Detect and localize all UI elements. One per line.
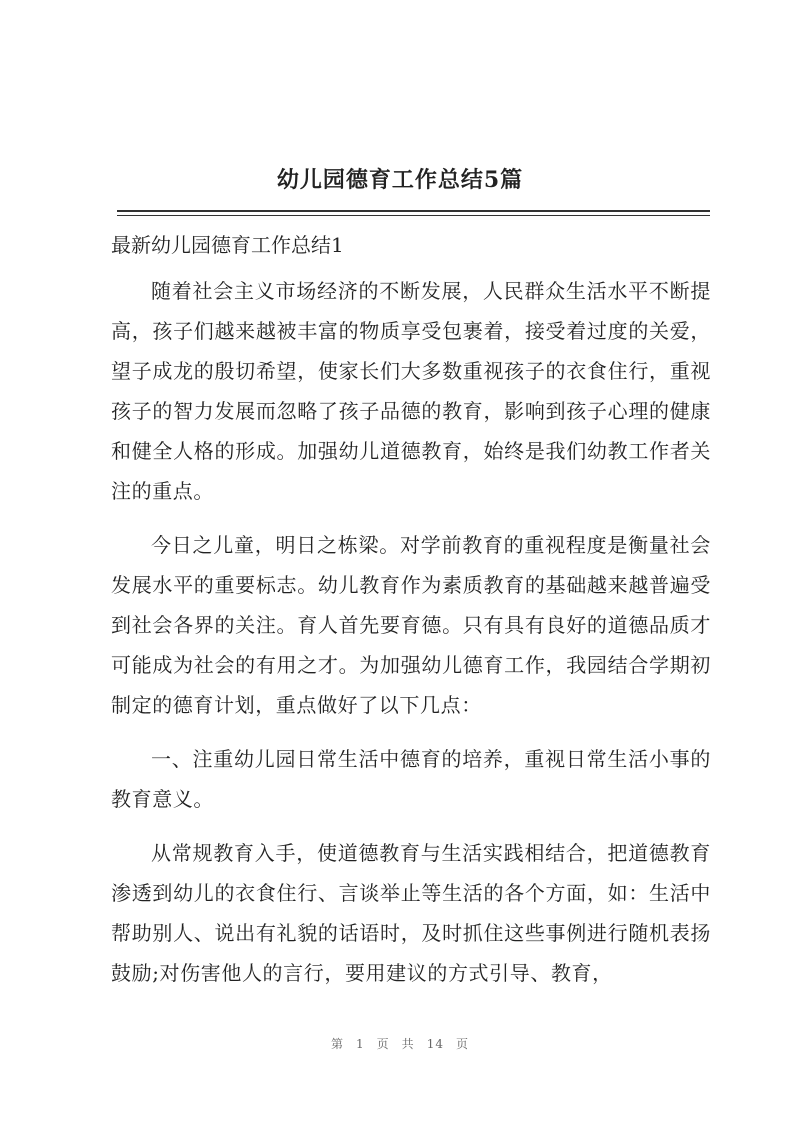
paragraph: 一、注重幼儿园日常生活中德育的培养，重视日常生活小事的教育意义。 [111,747,711,811]
title-rule-thick [117,210,710,212]
footer-total-label: 共 [401,1037,415,1051]
paragraph: 今日之儿童，明日之栋梁。对学前教育的重视程度是衡量社会发展水平的重要标志。幼儿教育作为素质教育的基础越来越普遍受到社会各界的关注。育人首先要育德。只有具有良好的道德品质才可能成为社会的有用之才。为加强幼儿德育工作，我园结合学期初制定的德育计划，重点做好了以下几点： [111,533,711,717]
body-text [111,271,711,1007]
document-title: 幼儿园德育工作总结5篇 [276,167,524,193]
footer-page-label: 第 [331,1037,345,1051]
title-rule-thin [117,215,710,216]
footer-total-unit: 页 [455,1037,469,1051]
footer-total-pages: 14 [426,1037,444,1051]
paragraph: 随着社会主义市场经济的不断发展，人民群众生活水平不断提高，孩子们越来越被丰富的物质享受包裹着，接受着过度的关爱，望子成龙的殷切希望，使家长们大多数重视孩子的衣食住行，重视孩子的智力发展而忽略了孩子品德的教育，影响到孩子心理的健康和健全人格的形成。加强幼儿道德教育，始终是我们幼教工作者关注的重点。 [111,279,711,503]
page-footer [0,1035,800,1052]
footer-page-number: 1 [356,1037,365,1051]
section-heading: 最新幼儿园德育工作总结1 [111,233,344,257]
footer-page-unit: 页 [376,1037,390,1051]
paragraph: 从常规教育入手，使道德教育与生活实践相结合，把道德教育渗透到幼儿的衣食住行、言谈举止等生活的各个方面，如：生活中帮助别人、说出有礼貌的话语时，及时抓住这些事例进行随机表扬鼓励;对伤害他人的言行，要用建议的方式引导、教育， [111,841,711,985]
